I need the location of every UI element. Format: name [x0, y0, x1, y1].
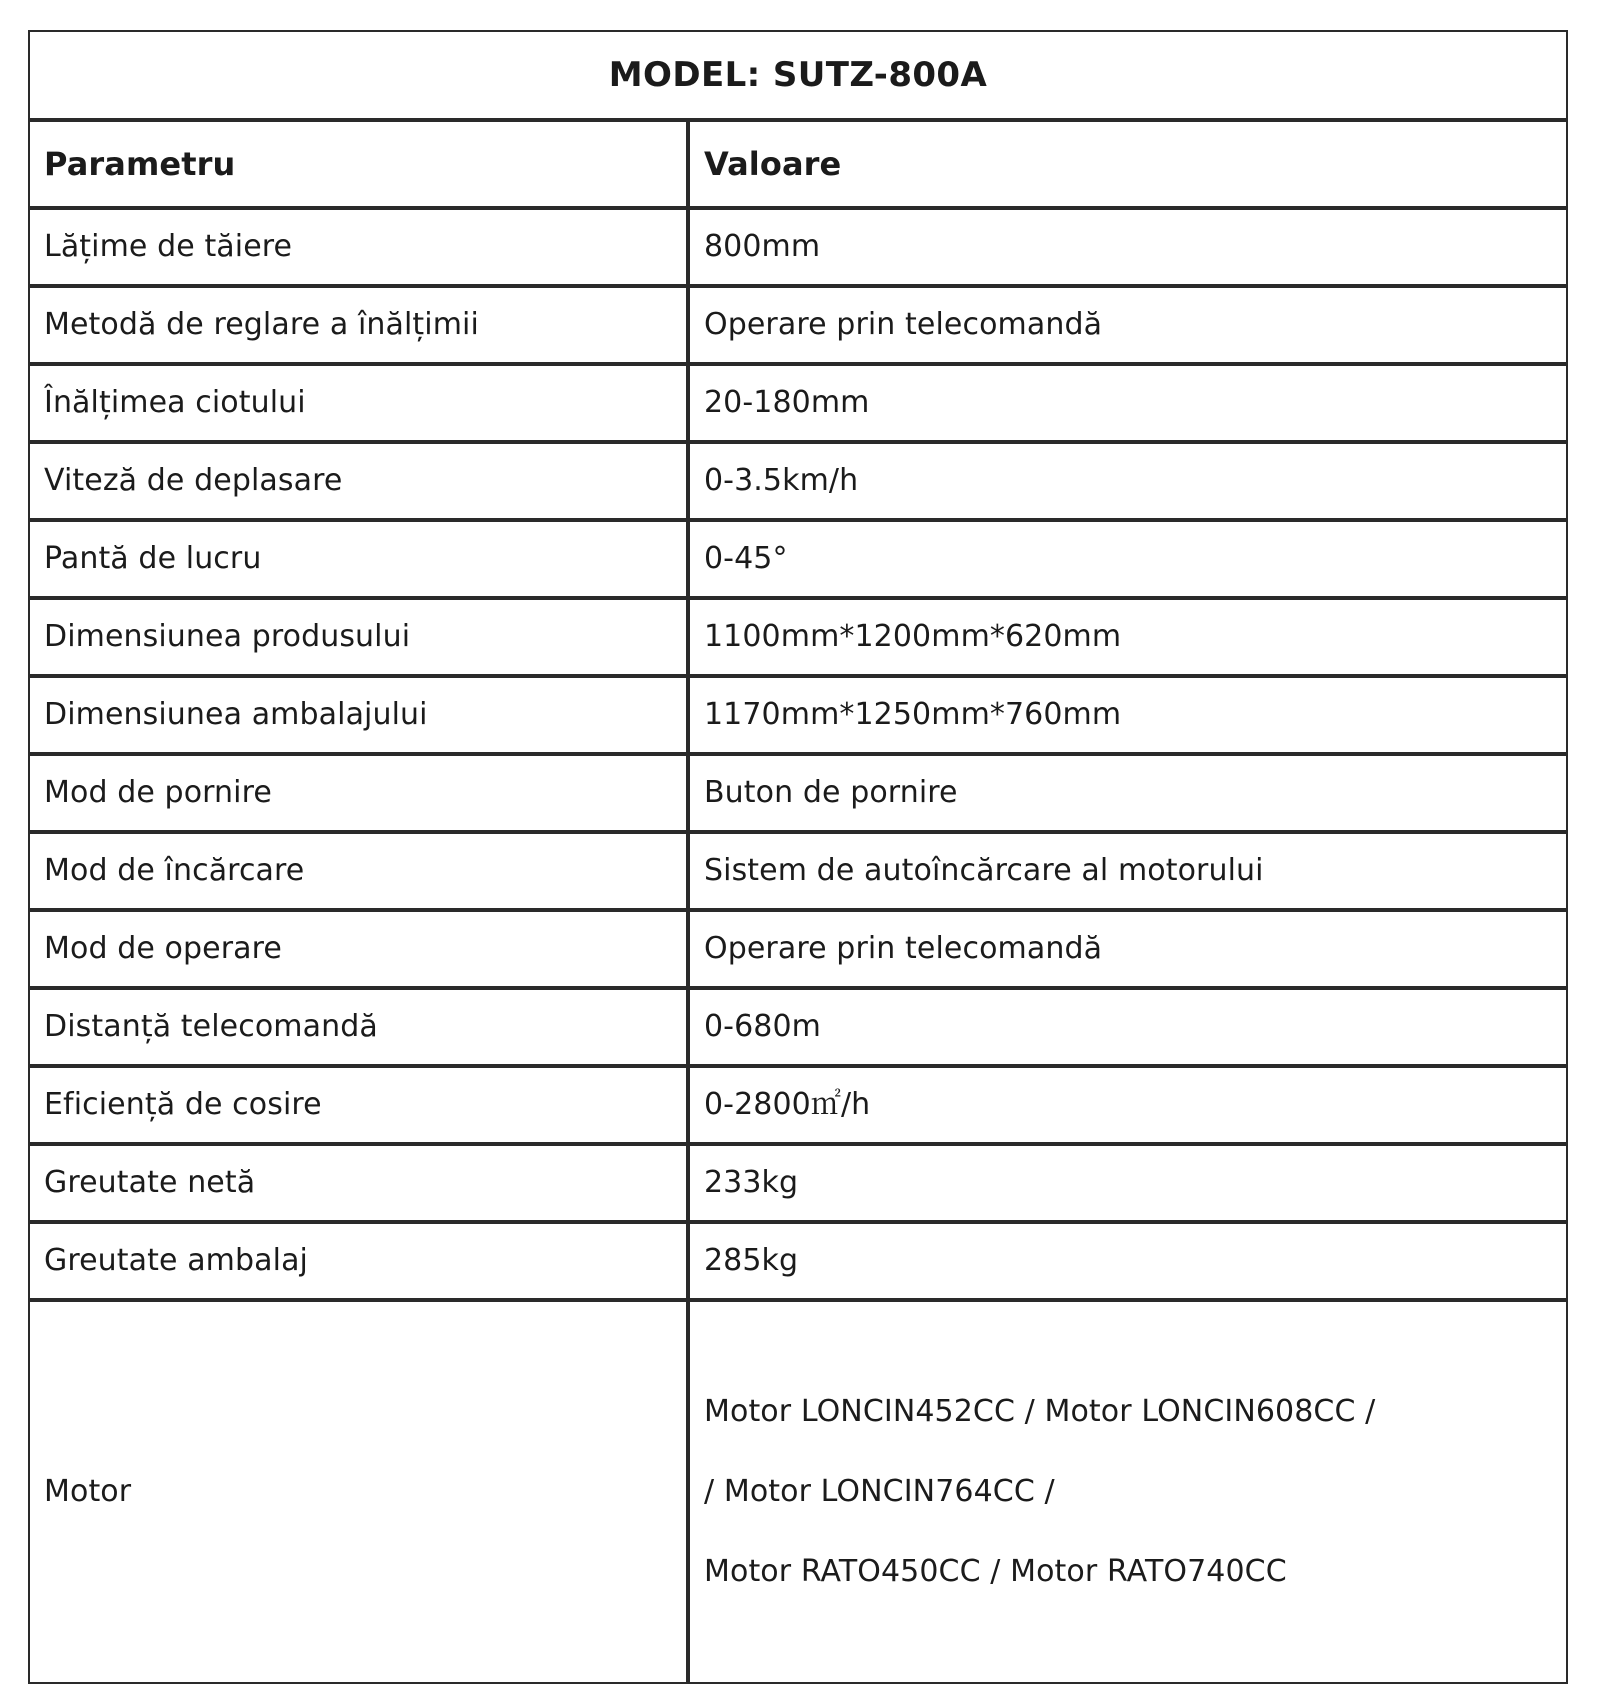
- table-row: [28, 208, 1568, 286]
- row-value: 800mm: [688, 208, 1568, 286]
- table-row: [28, 442, 1568, 520]
- row-value: Sistem de autoîncărcare al motorului: [688, 832, 1568, 910]
- column-header-parameter: Parametru: [28, 120, 688, 208]
- row-value: 0-45°: [688, 520, 1568, 598]
- row-parameter: Mod de încărcare: [28, 832, 688, 910]
- table-row: [28, 754, 1568, 832]
- row-value: 233kg: [688, 1144, 1568, 1222]
- row-value: 1170mm*1250mm*760mm: [688, 676, 1568, 754]
- row-parameter: Greutate netă: [28, 1144, 688, 1222]
- row-parameter: Dimensiunea produsului: [28, 598, 688, 676]
- table-row: [28, 832, 1568, 910]
- row-value: 285kg: [688, 1222, 1568, 1300]
- table-body: [28, 30, 1568, 1684]
- table-row-motor: [28, 1300, 1568, 1684]
- row-value: Operare prin telecomandă: [688, 910, 1568, 988]
- table-title-row: [28, 30, 1568, 120]
- row-value: 0-680m: [688, 988, 1568, 1066]
- motor-option-line: Motor LONCIN452CC / Motor LONCIN608CC /: [704, 1394, 1376, 1429]
- table-row: [28, 676, 1568, 754]
- table-row: [28, 520, 1568, 598]
- table-row: [28, 1066, 1568, 1144]
- row-parameter: Dimensiunea ambalajului: [28, 676, 688, 754]
- row-parameter: Pantă de lucru: [28, 520, 688, 598]
- row-value: 1100mm*1200mm*620mm: [688, 598, 1568, 676]
- motor-option-line: Motor RATO450CC / Motor RATO740CC: [704, 1554, 1287, 1589]
- table-row: [28, 364, 1568, 442]
- motor-option-list: [704, 1386, 1552, 1598]
- row-value: Operare prin telecomandă: [688, 286, 1568, 364]
- table-row: [28, 598, 1568, 676]
- row-parameter: Înălțimea ciotului: [28, 364, 688, 442]
- row-parameter: Lățime de tăiere: [28, 208, 688, 286]
- row-parameter: Eficiență de cosire: [28, 1066, 688, 1144]
- table-header-row: [28, 120, 1568, 208]
- row-parameter: Metodă de reglare a înălțimii: [28, 286, 688, 364]
- table-title: MODEL: SUTZ-800A: [28, 30, 1568, 120]
- table-row: [28, 1144, 1568, 1222]
- specification-table: [28, 30, 1568, 1684]
- table-row: [28, 910, 1568, 988]
- table-row: [28, 1222, 1568, 1300]
- row-parameter: Motor: [28, 1300, 688, 1684]
- row-parameter: Mod de pornire: [28, 754, 688, 832]
- row-value: 0-2800㎡/h: [688, 1066, 1568, 1144]
- row-value-motor: [688, 1300, 1568, 1684]
- row-value: 20-180mm: [688, 364, 1568, 442]
- row-parameter: Viteză de deplasare: [28, 442, 688, 520]
- row-parameter: Greutate ambalaj: [28, 1222, 688, 1300]
- row-parameter: Mod de operare: [28, 910, 688, 988]
- column-header-value: Valoare: [688, 120, 1568, 208]
- row-value: 0-3.5km/h: [688, 442, 1568, 520]
- table-row: [28, 988, 1568, 1066]
- row-parameter: Distanță telecomandă: [28, 988, 688, 1066]
- table-row: [28, 286, 1568, 364]
- row-value: Buton de pornire: [688, 754, 1568, 832]
- motor-option-line: / Motor LONCIN764CC /: [704, 1474, 1055, 1509]
